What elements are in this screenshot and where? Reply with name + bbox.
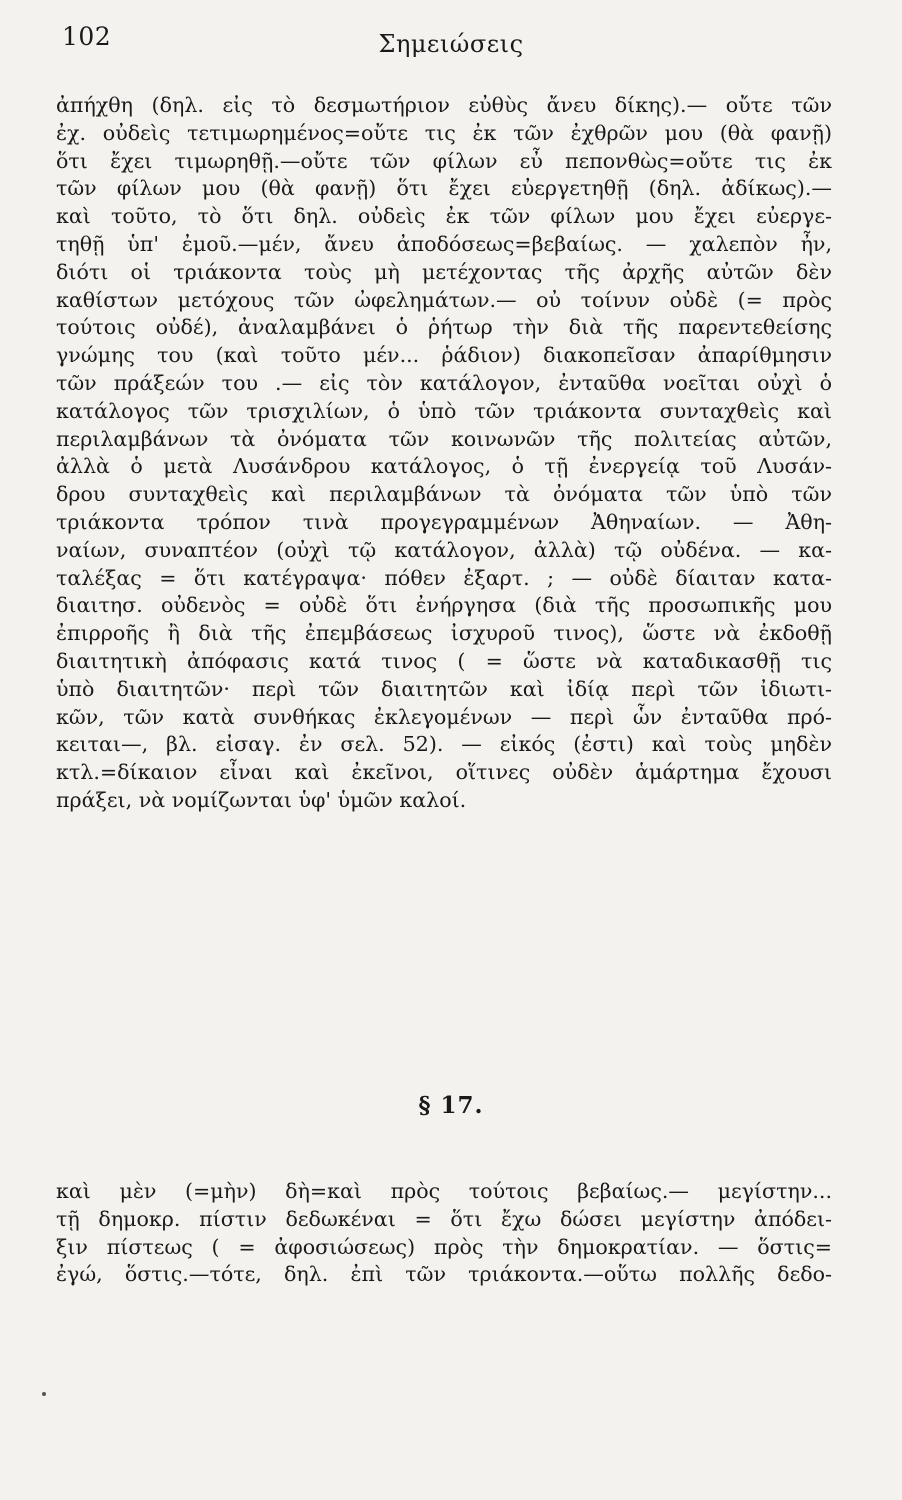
text-line: κατάλογος τῶν τρισχιλίων, ὁ ὑπὸ τῶν τριάκοντα συνταχθεὶς καὶ	[56, 398, 832, 423]
text-line: ἐπιρροῆς ἢ διὰ τῆς ἐπεμβάσεως ἰσχυροῦ τινος), ὥστε νὰ ἐκδοθῇ	[56, 621, 832, 646]
text-line: κειται—, βλ. εἰσαγ. ἐν σελ. 52). — εἰκός (ἐστι) καὶ τοὺς μηδὲν	[56, 732, 832, 757]
text-line: τούτοις οὐδέ), ἀναλαμβάνει ὁ ῥήτωρ τὴν διὰ τῆς παρεντεθείσης	[56, 315, 832, 340]
text-line: κῶν, τῶν κατὰ συνθήκας ἐκλεγομένων — περὶ ὧν ἐνταῦθα πρό-	[56, 704, 832, 729]
text-line: γνώμης του (καὶ τοῦτο μέν... ῥάδιον) διακοπεῖσαν ἀπαρίθμησιν	[56, 343, 832, 368]
text-line: καθίστων μετόχους τῶν ὠφελημάτων.— οὐ τοίνυν οὐδὲ (= πρὸς	[56, 287, 832, 312]
ink-speck	[42, 1392, 46, 1396]
text-line: πράξει, νὰ νομίζωνται ὑφ' ὑμῶν καλοί.	[56, 787, 467, 812]
notes-block-1	[56, 92, 832, 815]
text-line: καὶ μὲν (=μὴν) δὴ=καὶ πρὸς τούτοις βεβαίως.— μεγίστην...	[56, 1179, 832, 1203]
text-line: τριάκοντα τρόπον τινὰ προγεγραμμένων Ἀθηναίων. — Ἀθη-	[56, 509, 832, 534]
text-line: περιλαμβάνων τὰ ὀνόματα τῶν κοινωνῶν τῆς πολιτείας αὐτῶν,	[56, 426, 832, 451]
text-line: ὅτι ἔχει τιμωρηθῇ.—οὔτε τῶν φίλων εὖ πεπονθὼς=οὔτε τις ἐκ	[56, 148, 832, 173]
text-line: ὑπὸ διαιτητῶν· περὶ τῶν διαιτητῶν καὶ ἰδίᾳ περὶ τῶν ἰδιωτι-	[56, 676, 832, 701]
text-line: τηθῇ ὑπ' ἐμοῦ.—μέν, ἄνευ ἀποδόσεως=βεβαίως. — χαλεπὸν ἦν,	[56, 231, 832, 256]
text-line: τῇ δημοκρ. πίστιν δεδωκέναι = ὅτι ἔχω δώσει μεγίστην ἀπόδει-	[56, 1206, 832, 1231]
text-line: ἀλλὰ ὁ μετὰ Λυσάνδρου κατάλογος, ὁ τῇ ἐνεργείᾳ τοῦ Λυσάν-	[56, 454, 832, 479]
text-line: ἐγώ, ὅστις.—τότε, δηλ. ἐπὶ τῶν τριάκοντα.—οὕτω πολλῆς δεδο-	[56, 1262, 832, 1287]
text-line: καὶ τοῦτο, τὸ ὅτι δηλ. οὐδεὶς ἐκ τῶν φίλων μου ἔχει εὐεργε-	[56, 204, 832, 229]
text-line: κτλ.=δίκαιον εἶναι καὶ ἐκεῖνοι, οἵτινες οὐδὲν ἁμάρτημα ἔχουσι	[56, 760, 832, 785]
notes-block-2	[56, 1178, 832, 1289]
text-line: ναίων, συναπτέον (οὐχὶ τῷ κατάλογον, ἀλλὰ) τῷ οὐδένα. — κα-	[56, 537, 832, 562]
page-number: 102	[62, 22, 112, 51]
text-line: τῶν πράξεών του .— εἰς τὸν κατάλογον, ἐνταῦθα νοεῖται οὐχὶ ὁ	[56, 370, 832, 395]
section-heading: § 17.	[418, 1092, 484, 1119]
text-line: ξιν πίστεως ( = ἀφοσιώσεως) πρὸς τὴν δημοκρατίαν. — ὅστις=	[56, 1234, 832, 1259]
text-line: διαιτητικὴ ἀπόφασις κατά τινος ( = ὥστε νὰ καταδικασθῇ τις	[56, 648, 832, 673]
text-line: τῶν φίλων μου (θὰ φανῇ) ὅτι ἔχει εὐεργετηθῇ (δηλ. ἀδίκως).—	[56, 176, 832, 201]
running-title: Σημειώσεις	[378, 30, 524, 58]
text-line: διότι οἱ τριάκοντα τοὺς μὴ μετέχοντας τῆς ἀρχῆς αὐτῶν δὲν	[56, 259, 832, 284]
text-line: διαιτησ. οὐδενὸς = οὐδὲ ὅτι ἐνήργησα (διὰ τῆς προσωπικῆς μου	[56, 593, 832, 618]
text-line: ἀπήχθη (δηλ. εἰς τὸ δεσμωτήριον εὐθὺς ἄνευ δίκης).— οὔτε τῶν	[56, 93, 832, 117]
text-line: δρου συνταχθεὶς καὶ περιλαμβάνων τὰ ὀνόματα τῶν ὑπὸ τῶν	[56, 482, 832, 507]
text-line: ταλέξας = ὅτι κατέγραψα· πόθεν ἐξαρτ. ; — οὐδὲ δίαιταν κατα-	[56, 565, 832, 590]
text-line: ἐχ. οὐδεὶς τετιμωρημένος=οὔτε τις ἐκ τῶν ἐχθρῶν μου (θὰ φανῇ)	[56, 120, 832, 145]
